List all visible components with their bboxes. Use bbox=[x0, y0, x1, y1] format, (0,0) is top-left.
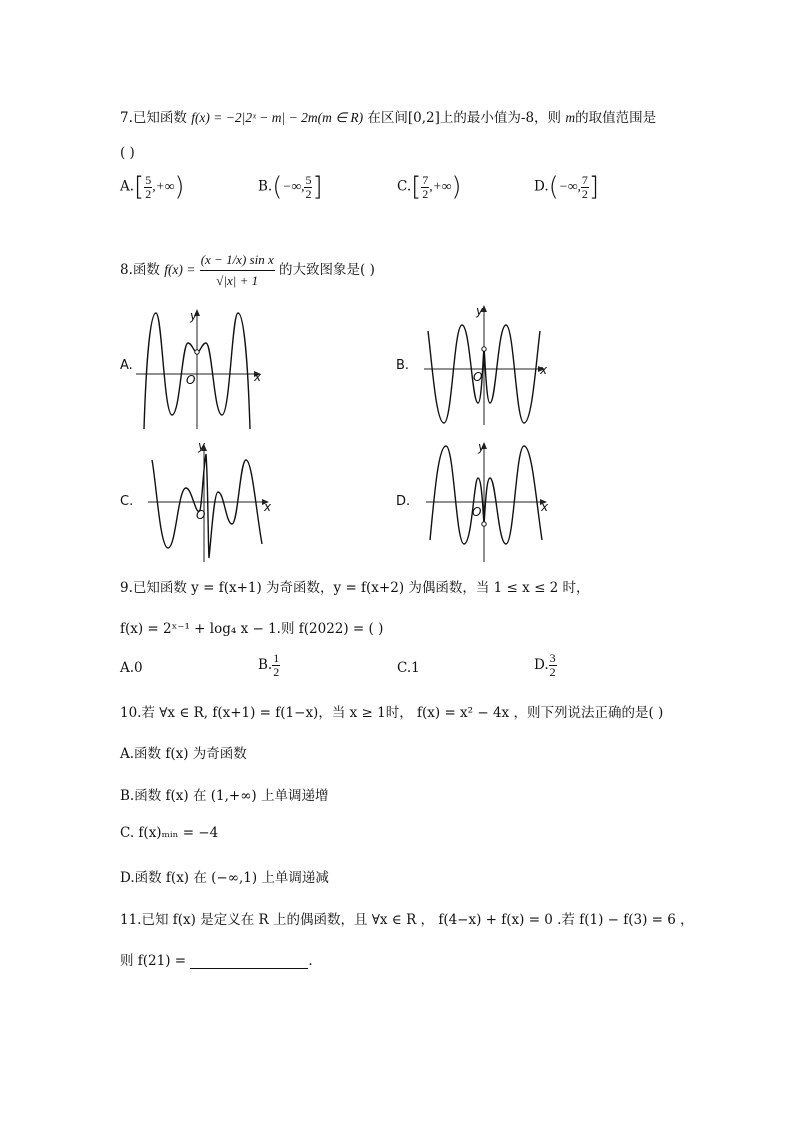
q8-graph-d-y: y bbox=[478, 440, 486, 454]
q8-stem-suffix: 的大致图象是( ) bbox=[279, 262, 375, 278]
q8-graph-a-y: y bbox=[190, 309, 198, 323]
q10-option-d: D.函数 f(x) 在 (−∞,1) 上单调递减 bbox=[120, 870, 329, 886]
q11-stem-line2 bbox=[120, 949, 313, 969]
q7-var: m bbox=[565, 110, 576, 125]
q10-option-a: A.函数 f(x) 为奇函数 bbox=[120, 746, 247, 762]
q7-option-c: C.[ $\frac{7}{2}$ ,+∞) bbox=[397, 172, 462, 202]
q7-stem-prefix: 7.已知函数 bbox=[120, 110, 187, 126]
q8-denominator: √|x| + 1 bbox=[216, 273, 259, 288]
q8-graph-c-y: y bbox=[198, 439, 206, 453]
q8-graph-a bbox=[136, 305, 266, 431]
q8-stem bbox=[120, 250, 375, 291]
q7-stem-mid: 在区间[0,2]上的最小值为-8，则 bbox=[367, 110, 562, 126]
q8-graph-a-x: x bbox=[254, 370, 262, 384]
q8-graph-d-x: x bbox=[541, 500, 549, 514]
q7-stem bbox=[120, 106, 656, 126]
q8-graph-a-label: A. bbox=[120, 358, 133, 373]
q8-graph-c bbox=[148, 440, 276, 564]
q8-graph-c-label: C. bbox=[120, 494, 134, 509]
q8-graph-d bbox=[426, 440, 554, 564]
q7-option-a: A.[ $\frac{5}{2}$ ,+∞) bbox=[120, 172, 185, 202]
q8-stem-prefix: 8.函数 bbox=[120, 262, 160, 278]
q8-graph-b-label: B. bbox=[396, 358, 410, 373]
q9-stem-line2: f(x) = 2ˣ⁻¹ + log₄ x − 1.则 f(2022) = ( ) bbox=[120, 621, 384, 637]
q9-option-b: B. $\frac{1}{2}$ bbox=[258, 651, 280, 679]
q11-stem-line1: 11.已知 f(x) 是定义在 R 上的偶函数，且 ∀x ∈ R ， f(4−x) + f(x) = 0 .若 f(1) − f(3) = 6 ， bbox=[120, 912, 694, 928]
q10-option-c: C. f(x)ₘᵢₙ = −4 bbox=[120, 825, 219, 841]
q9-option-a: A.0 bbox=[120, 660, 143, 676]
q7-formula: f(x) = −2|2ˣ − m| − 2m(m ∈ R) bbox=[191, 110, 364, 125]
q8-graph-b-y: y bbox=[476, 304, 484, 318]
q8-fx: f(x) = bbox=[164, 262, 196, 277]
q10-stem: 10.若 ∀x ∈ R, f(x+1) = f(1−x)，当 x ≥ 1时， f(x) = x² − 4x ，则下列说法正确的是( ) bbox=[120, 705, 664, 721]
q7-stem-suffix: 的取值范围是 bbox=[575, 110, 657, 126]
q7-bracket: ( ) bbox=[120, 145, 135, 161]
q8-graph-c-x: x bbox=[264, 500, 272, 514]
q10-option-b: B.函数 f(x) 在 (1,+∞) 上单调递增 bbox=[120, 788, 329, 804]
q8-graph-b-x: x bbox=[540, 363, 548, 377]
q8-graph-b-origin: O bbox=[473, 370, 483, 384]
q8-graph-d-origin: O bbox=[472, 505, 482, 519]
q9-option-d: D. $\frac{3}{2}$ bbox=[534, 651, 556, 679]
q8-numerator: (x − 1/x) sin x bbox=[200, 250, 275, 271]
q8-graph-d-label: D. bbox=[396, 494, 411, 509]
q11-stem2-prefix: 则 f(21) = bbox=[120, 953, 187, 969]
q8-graph-c-origin: O bbox=[196, 508, 206, 522]
q7-option-b: B.(−∞, $\frac{5}{2}$ ] bbox=[258, 172, 323, 202]
q8-fraction bbox=[200, 250, 275, 291]
q9-option-c: C.1 bbox=[397, 660, 420, 676]
q8-graph-b bbox=[424, 303, 552, 427]
q11-answer-blank[interactable] bbox=[190, 954, 308, 969]
q7-option-d: D.(−∞, $\frac{7}{2}$ ] bbox=[534, 172, 600, 202]
q9-stem-line1: 9.已知函数 y = f(x+1) 为奇函数，y = f(x+2) 为偶函数，当 1 ≤ x ≤ 2 时， bbox=[120, 580, 590, 596]
q11-stem2-suffix: . bbox=[308, 953, 313, 969]
q8-graph-a-origin: O bbox=[186, 373, 196, 387]
